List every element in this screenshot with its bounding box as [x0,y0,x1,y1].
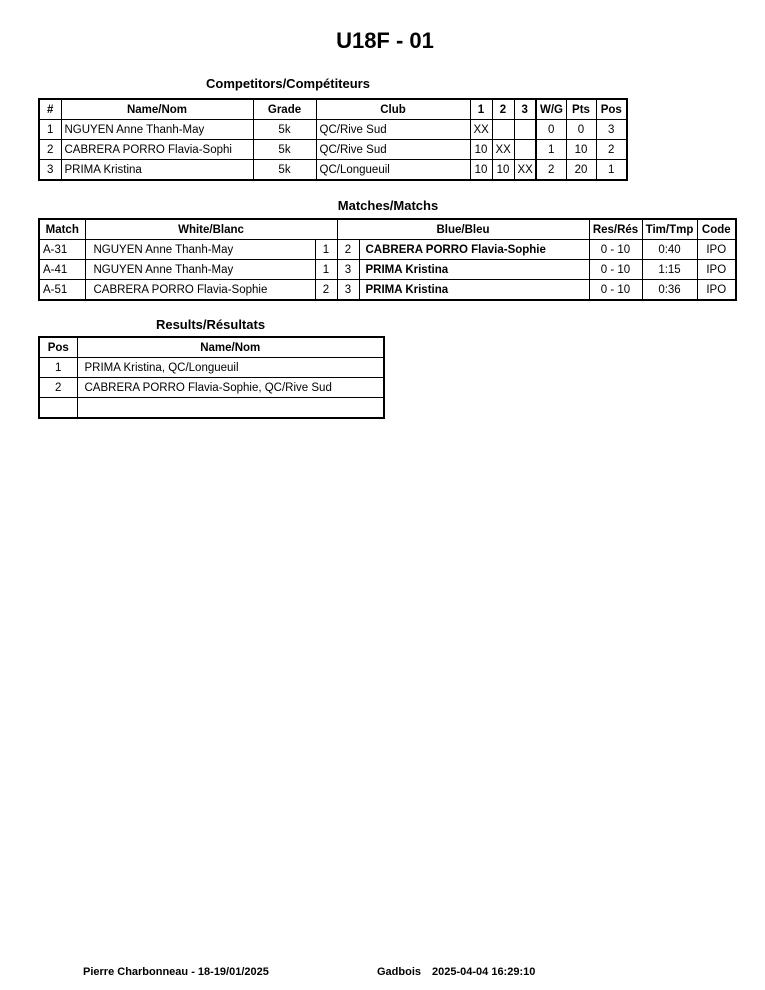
white-number: 2 [315,280,337,301]
col-r2: 2 [492,99,514,120]
table-row [39,398,384,419]
white-competitor: NGUYEN Anne Thanh-May [85,240,315,260]
col-pos: Pos [596,99,627,120]
competitor-points: 0 [566,120,596,140]
score-r2 [492,120,514,140]
result-name: PRIMA Kristina, QC/Longueuil [77,358,384,378]
footer-venue: Gadbois [377,966,422,978]
col-white: White/Blanc [85,219,337,240]
col-result-pos: Pos [39,337,77,358]
result-position [39,398,77,419]
score-r2: XX [492,140,514,160]
competitors-header-row [39,99,627,120]
match-code: IPO [697,260,736,280]
competitor-name: NGUYEN Anne Thanh-May [61,120,253,140]
col-code: Code [697,219,736,240]
competitor-club: QC/Longueuil [316,160,470,181]
competitor-num: 2 [39,140,61,160]
score-r1: 10 [470,160,492,181]
competitor-wins: 2 [536,160,566,181]
competitor-wins: 0 [536,120,566,140]
competitor-club: QC/Rive Sud [316,140,470,160]
competitor-grade: 5k [253,120,316,140]
col-match: Match [39,219,85,240]
white-competitor: CABRERA PORRO Flavia-Sophie [85,280,315,301]
results-heading: Results/Résultats [155,317,266,332]
footer-timestamp: 2025-04-04 16:29:10 [432,966,536,978]
matches-table [38,218,737,301]
competitor-grade: 5k [253,140,316,160]
match-time: 0:40 [642,240,697,260]
score-r3 [514,120,536,140]
match-time: 1:15 [642,260,697,280]
blue-competitor: CABRERA PORRO Flavia-Sophie [359,240,589,260]
match-time: 0:36 [642,280,697,301]
page-title: U18F - 01 [336,28,434,53]
col-name: Name/Nom [61,99,253,120]
table-row [39,358,384,378]
match-code: IPO [697,240,736,260]
result-name: CABRERA PORRO Flavia-Sophie, QC/Rive Sud [77,378,384,398]
results-header-row [39,337,384,358]
table-row [39,260,736,280]
col-result: Res/Rés [589,219,642,240]
table-row [39,120,627,140]
blue-competitor: PRIMA Kristina [359,260,589,280]
competitor-num: 3 [39,160,61,181]
score-r1: XX [470,120,492,140]
result-name [77,398,384,419]
competitor-position: 3 [596,120,627,140]
competitor-grade: 5k [253,160,316,181]
competitor-position: 2 [596,140,627,160]
table-row [39,280,736,301]
matches-heading: Matches/Matchs [337,198,439,213]
competitor-points: 20 [566,160,596,181]
table-row [39,160,627,181]
competitor-num: 1 [39,120,61,140]
col-result-name: Name/Nom [77,337,384,358]
blue-number: 2 [337,240,359,260]
competitor-name: CABRERA PORRO Flavia-Sophi [61,140,253,160]
result-position: 2 [39,378,77,398]
table-row [39,140,627,160]
score-r1: 10 [470,140,492,160]
match-id: A-31 [39,240,85,260]
footer-event: Pierre Charbonneau - 18-19/01/2025 [83,966,269,978]
col-r3: 3 [514,99,536,120]
result-position: 1 [39,358,77,378]
score-r3: XX [514,160,536,181]
matches-header-row [39,219,736,240]
blue-number: 3 [337,260,359,280]
match-code: IPO [697,280,736,301]
competitor-points: 10 [566,140,596,160]
table-row [39,240,736,260]
col-grade: Grade [253,99,316,120]
white-number: 1 [315,260,337,280]
blue-number: 3 [337,280,359,301]
competitor-position: 1 [596,160,627,181]
results-table [38,336,385,419]
score-r3 [514,140,536,160]
col-r1: 1 [470,99,492,120]
match-id: A-41 [39,260,85,280]
match-result: 0 - 10 [589,280,642,301]
col-num: # [39,99,61,120]
col-club: Club [316,99,470,120]
match-result: 0 - 10 [589,240,642,260]
competitor-wins: 1 [536,140,566,160]
table-row [39,378,384,398]
col-pts: Pts [566,99,596,120]
score-r2: 10 [492,160,514,181]
col-blue: Blue/Bleu [337,219,589,240]
competitor-name: PRIMA Kristina [61,160,253,181]
match-result: 0 - 10 [589,260,642,280]
col-time: Tim/Tmp [642,219,697,240]
white-competitor: NGUYEN Anne Thanh-May [85,260,315,280]
match-id: A-51 [39,280,85,301]
blue-competitor: PRIMA Kristina [359,280,589,301]
col-wg: W/G [536,99,566,120]
competitors-table [38,98,628,181]
competitor-club: QC/Rive Sud [316,120,470,140]
competitors-heading: Competitors/Compétiteurs [206,76,370,91]
white-number: 1 [315,240,337,260]
